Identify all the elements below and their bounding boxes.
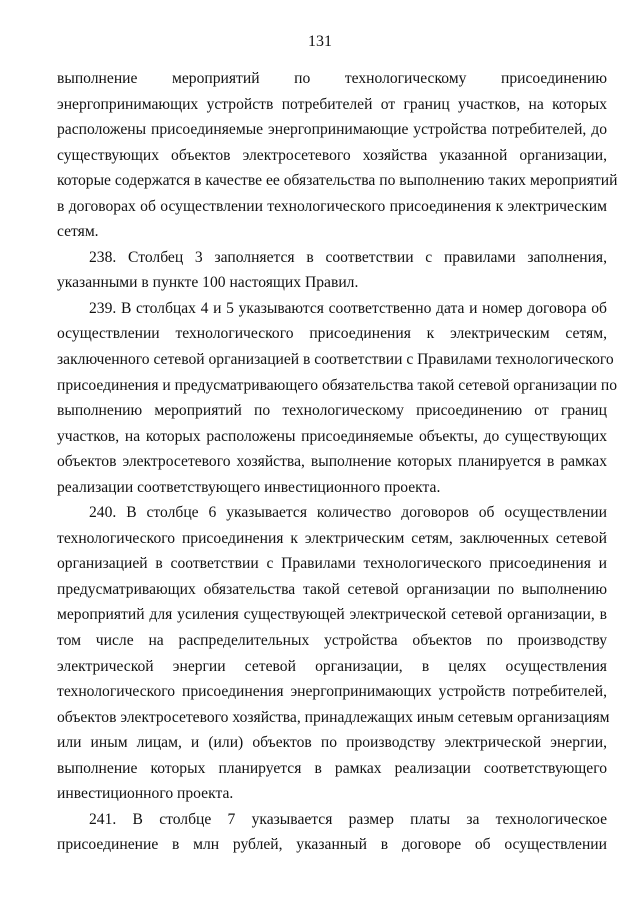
document-body <box>57 66 618 858</box>
text-line: том числе на распределительных устройства объектов по производству <box>57 632 607 650</box>
text-line: заключенного сетевой организацией в соответствии с Правилами технологического <box>57 351 614 369</box>
text-line: 241. В столбце 7 указывается размер платы за технологическое <box>89 810 607 828</box>
text-line: участков, на которых расположены присоединяемые объекты, до существующих <box>57 427 607 445</box>
text-line: организацией в соответствии с Правилами технологического присоединения и <box>57 555 607 573</box>
text-line: в договорах об осуществлении технологического присоединения к электрическим <box>57 197 607 215</box>
text-line: 238. Столбец 3 заполняется в соответствии с правилами заполнения, <box>89 248 607 266</box>
text-line: 240. В столбце 6 указывается количество договоров об осуществлении <box>89 504 607 522</box>
text-line: объектов электросетевого хозяйства, выполнение которых планируется в рамках <box>57 453 607 471</box>
text-line: или иным лицам, и (или) объектов по производству электрической энергии, <box>57 734 607 752</box>
text-line: присоединения и предусматривающего обязательства такой сетевой организации по <box>57 376 618 394</box>
text-line: выполнение которых планируется в рамках реализации соответствующего <box>57 759 607 777</box>
text-line: реализации соответствующего инвестиционного проекта. <box>57 478 441 496</box>
text-line: выполнению мероприятий по технологическому присоединению от границ <box>57 402 607 420</box>
text-line: инвестиционного проекта. <box>57 785 234 803</box>
text-line: 239. В столбцах 4 и 5 указываются соответственно дата и номер договора об <box>89 299 607 317</box>
text-line: существующих объектов электросетевого хозяйства указанной организации, <box>57 146 607 164</box>
text-line: электрической энергии сетевой организации, в целях осуществления <box>57 657 607 675</box>
text-line: технологического присоединения энергопринимающих устройств потребителей, <box>57 683 607 701</box>
text-line: осуществлении технологического присоединения к электрическим сетям, <box>57 325 607 343</box>
text-line: энергопринимающих устройств потребителей от границ участков, на которых <box>57 95 607 113</box>
text-line: предусматривающих обязательства такой сетевой организации по выполнению <box>57 580 607 598</box>
text-line: присоединение в млн рублей, указанный в договоре об осуществлении <box>57 836 607 854</box>
text-line: указанными в пункте 100 настоящих Правил. <box>57 274 359 292</box>
text-line: расположены присоединяемые энергопринимающие устройства потребителей, до <box>57 121 607 139</box>
text-line: технологического присоединения к электрическим сетям, заключенных сетевой <box>57 529 607 547</box>
text-line: которые содержатся в качестве ее обязательства по выполнению таких мероприятий <box>57 172 618 190</box>
text-line: сетям. <box>57 223 99 241</box>
text-line: мероприятий для усиления существующей электрической сетевой организации, в <box>57 606 607 624</box>
page-number: 131 <box>308 33 332 50</box>
text-line: выполнение мероприятий по технологическому присоединению <box>57 70 607 87</box>
text-line: объектов электросетевого хозяйства, принадлежащих иным сетевым организациям <box>57 708 610 726</box>
